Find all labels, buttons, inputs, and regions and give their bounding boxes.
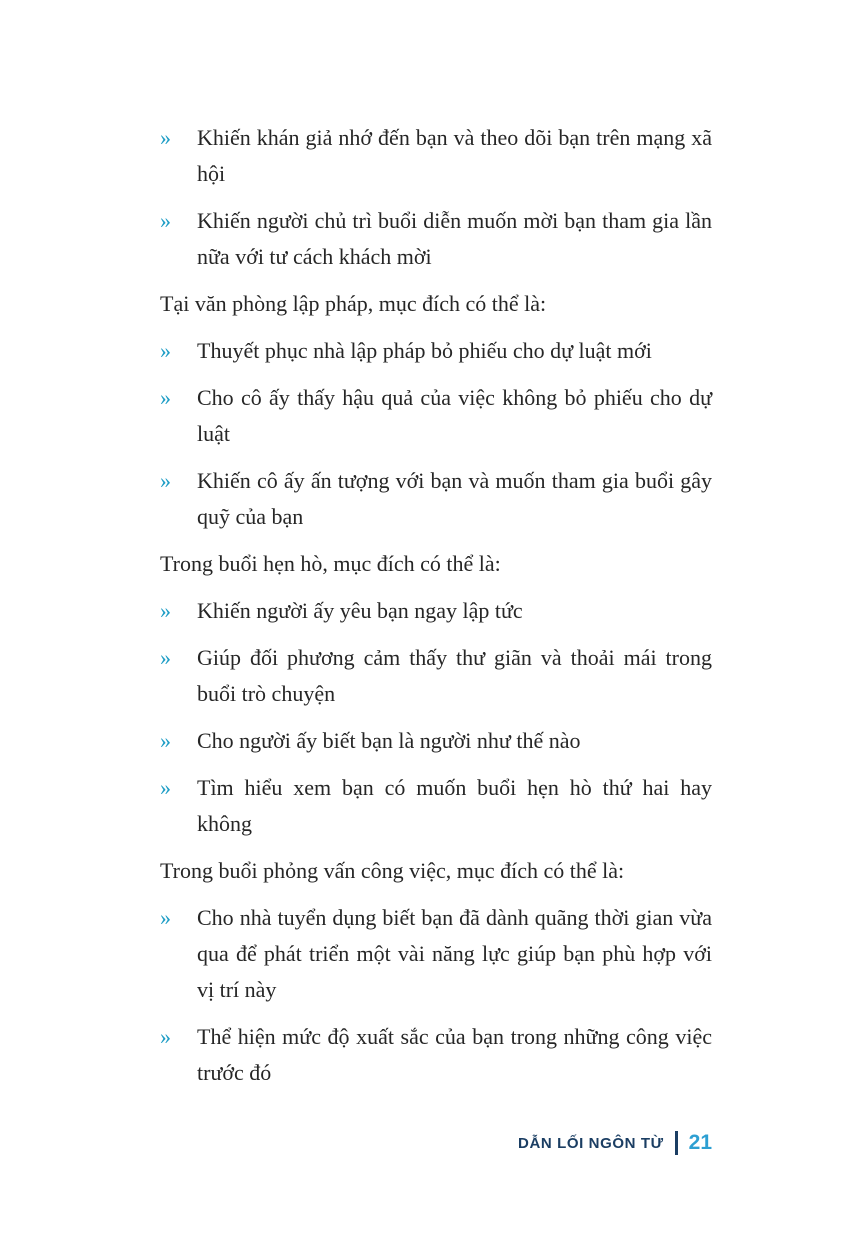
bullet-icon: » [160, 598, 171, 623]
list-item [160, 1019, 712, 1091]
bullet-icon: » [160, 385, 171, 410]
bullet-icon: » [160, 775, 171, 800]
list-item-text: Cho người ấy biết bạn là người như thế nào [197, 728, 581, 753]
list-item-text: Tìm hiểu xem bạn có muốn buổi hẹn hò thứ hai hay không [197, 775, 712, 836]
section-heading-text: Trong buổi hẹn hò, mục đích có thể là: [160, 551, 501, 576]
page-number: 21 [688, 1131, 712, 1154]
list-item [160, 770, 712, 842]
footer-book-title: DẪN LỐI NGÔN TỪ [518, 1134, 664, 1152]
list-item [160, 723, 712, 759]
bullet-icon: » [160, 1024, 171, 1049]
list-item-text: Cho nhà tuyển dụng biết bạn đã dành quãng thời gian vừa qua để phát triển một vài năng lực giúp bạn phù hợp với vị trí này [197, 905, 712, 1002]
list-item [160, 120, 712, 192]
list-item-text: Giúp đối phương cảm thấy thư giãn và thoải mái trong buổi trò chuyện [197, 645, 712, 706]
list-item [160, 593, 712, 629]
page-content [160, 120, 712, 1102]
list-item [160, 333, 712, 369]
list-item [160, 463, 712, 535]
section-heading [160, 853, 712, 889]
list-item [160, 900, 712, 1008]
bullet-icon: » [160, 905, 171, 930]
bullet-icon: » [160, 468, 171, 493]
section-heading-text: Tại văn phòng lập pháp, mục đích có thể là: [160, 291, 547, 316]
list-item-text: Khiến khán giả nhớ đến bạn và theo dõi bạn trên mạng xã hội [197, 125, 712, 186]
list-item [160, 640, 712, 712]
list-item-text: Cho cô ấy thấy hậu quả của việc không bỏ phiếu cho dự luật [197, 385, 712, 446]
section-heading [160, 286, 712, 322]
footer-divider [675, 1131, 678, 1155]
list-item [160, 203, 712, 275]
list-item-text: Khiến người chủ trì buổi diễn muốn mời bạn tham gia lần nữa với tư cách khách mời [197, 208, 712, 269]
section-heading [160, 546, 712, 582]
list-item-text: Thuyết phục nhà lập pháp bỏ phiếu cho dự luật mới [197, 338, 652, 363]
list-item [160, 380, 712, 452]
bullet-icon: » [160, 125, 171, 150]
bullet-icon: » [160, 728, 171, 753]
page-footer [518, 1131, 712, 1155]
list-item-text: Thể hiện mức độ xuất sắc của bạn trong những công việc trước đó [197, 1024, 712, 1085]
bullet-icon: » [160, 338, 171, 363]
bullet-icon: » [160, 208, 171, 233]
list-item-text: Khiến người ấy yêu bạn ngay lập tức [197, 598, 523, 623]
section-heading-text: Trong buổi phỏng vấn công việc, mục đích có thể là: [160, 858, 625, 883]
bullet-icon: » [160, 645, 171, 670]
list-item-text: Khiến cô ấy ấn tượng với bạn và muốn tham gia buổi gây quỹ của bạn [197, 468, 712, 529]
